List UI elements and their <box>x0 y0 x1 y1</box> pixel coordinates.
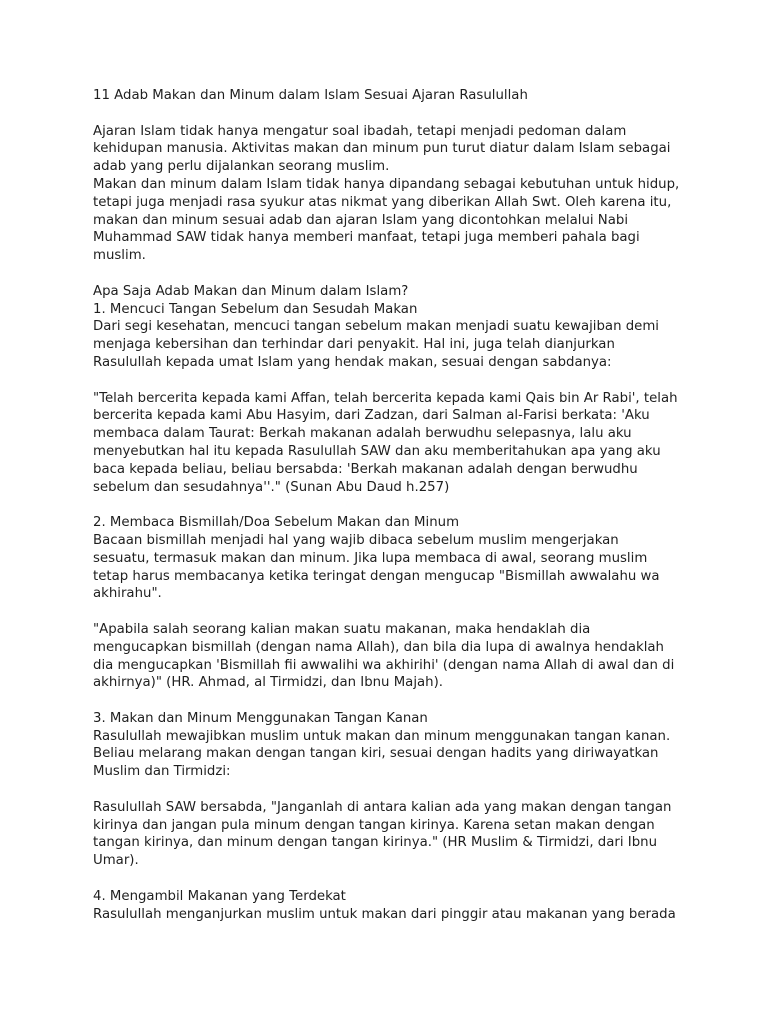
quote-line: akhirnya)" (HR. Ahmad, al Tirmidzi, dan Ibnu Majah). <box>93 675 444 691</box>
text-line: Makan dan minum dalam Islam tidak hanya dipandang sebagai kebutuhan untuk hidup, <box>93 176 680 192</box>
text-line: tetapi juga menjadi rasa syukur atas nikmat yang diberikan Allah Swt. Oleh karena itu, <box>93 194 672 210</box>
text-line: adab yang perlu dijalankan seorang muslim. <box>93 159 390 175</box>
quote-line: "Apabila salah seorang kalian makan suatu makanan, maka hendaklah dia <box>93 621 591 637</box>
section-2 <box>93 514 683 692</box>
text-line: Ajaran Islam tidak hanya mengatur soal ibadah, tetapi menjadi pedoman dalam <box>93 123 627 139</box>
quote-line: tangan kirinya, dan minum dengan tangan kirinya." (HR Muslim & Tirmidzi, dari Ibnu <box>93 835 657 851</box>
document-title: 11 Adab Makan dan Minum dalam Islam Sesuai Ajaran Rasulullah <box>93 88 528 103</box>
text-line: Rasulullah menganjurkan muslim untuk makan dari pinggir atau makanan yang berada <box>93 906 676 922</box>
section-4 <box>93 888 683 924</box>
blank-line <box>93 603 683 621</box>
quote-line: baca kepada beliau, beliau bersabda: 'Berkah makanan adalah dengan berwudhu <box>93 461 638 477</box>
text-line: kehidupan manusia. Aktivitas makan dan minum pun turut diatur dalam Islam sebagai <box>93 141 671 157</box>
quote-line: membaca dalam Taurat: Berkah makanan adalah berwudhu selepasnya, lalu aku <box>93 426 632 442</box>
quote-line: menyebutkan hal itu kepada Rasulullah SAW dan aku memberitahukan apa yang aku <box>93 443 661 459</box>
blank-line <box>93 692 683 710</box>
quote-line: dia mengucapkan 'Bismillah fii awwalihi wa akhirihi' (dengan nama Allah di awal dan di <box>93 657 675 673</box>
section-heading: 4. Mengambil Makanan yang Terdekat <box>93 888 346 904</box>
document-body <box>93 87 683 923</box>
text-line: tetap harus membacanya ketika teringat dengan mengucap "Bismillah awwalahu wa <box>93 568 660 584</box>
text-line: muslim. <box>93 248 146 264</box>
text-line: Beliau melarang makan dengan tangan kiri, sesuai dengan hadits yang diriwayatkan <box>93 746 659 762</box>
text-line: makan dan minum sesuai adab dan ajaran Islam yang dicontohkan melalui Nabi <box>93 212 629 228</box>
section-heading: 1. Mencuci Tangan Sebelum dan Sesudah Makan <box>93 301 418 317</box>
quote-line: "Telah bercerita kepada kami Affan, telah bercerita kepada kami Qais bin Ar Rabi', telah <box>93 390 678 406</box>
quote-line: Umar). <box>93 853 139 869</box>
text-line: Muslim dan Tirmidzi: <box>93 764 231 780</box>
blank-line <box>93 870 683 888</box>
text-line: Dari segi kesehatan, mencuci tangan sebelum makan menjadi suatu kewajiban demi <box>93 319 660 335</box>
quote-line: Rasulullah SAW bersabda, "Janganlah di antara kalian ada yang makan dengan tangan <box>93 799 672 815</box>
text-line: menjaga kebersihan dan terhindar dari penyakit. Hal ini, juga telah dianjurkan <box>93 337 615 353</box>
text-line: Rasulullah kepada umat Islam yang hendak makan, sesuai dengan sabdanya: <box>93 354 612 370</box>
text-line: Rasulullah mewajibkan muslim untuk makan dan minum menggunakan tangan kanan. <box>93 728 671 744</box>
intro-paragraph <box>93 123 683 265</box>
section-1 <box>93 301 683 497</box>
quote-line: bercerita kepada kami Abu Hasyim, dari Zadzan, dari Salman al-Farisi berkata: 'Aku <box>93 408 650 424</box>
blank-line <box>93 496 683 514</box>
quote-line: mengucapkan bismillah (dengan nama Allah), dan bila dia lupa di awalnya hendaklah <box>93 639 664 655</box>
section-question: Apa Saja Adab Makan dan Minum dalam Islam? <box>93 283 409 299</box>
text-line: Muhammad SAW tidak hanya memberi manfaat, tetapi juga memberi pahala bagi <box>93 230 640 246</box>
text-line: sesuatu, termasuk makan dan minum. Jika lupa membaca di awal, seorang muslim <box>93 550 648 566</box>
blank-line <box>93 781 683 799</box>
section-3 <box>93 710 683 870</box>
section-heading: 2. Membaca Bismillah/Doa Sebelum Makan dan Minum <box>93 515 460 531</box>
quote-line: kirinya dan jangan pula minum dengan tangan kirinya. Karena setan makan dengan <box>93 817 655 833</box>
blank-line <box>93 105 683 123</box>
blank-line <box>93 372 683 390</box>
blank-line <box>93 265 683 283</box>
section-heading: 3. Makan dan Minum Menggunakan Tangan Kanan <box>93 710 428 726</box>
quote-line: sebelum dan sesudahnya''." (Sunan Abu Daud h.257) <box>93 479 450 495</box>
text-line: akhirahu". <box>93 586 162 602</box>
text-line: Bacaan bismillah menjadi hal yang wajib dibaca sebelum muslim mengerjakan <box>93 532 619 548</box>
